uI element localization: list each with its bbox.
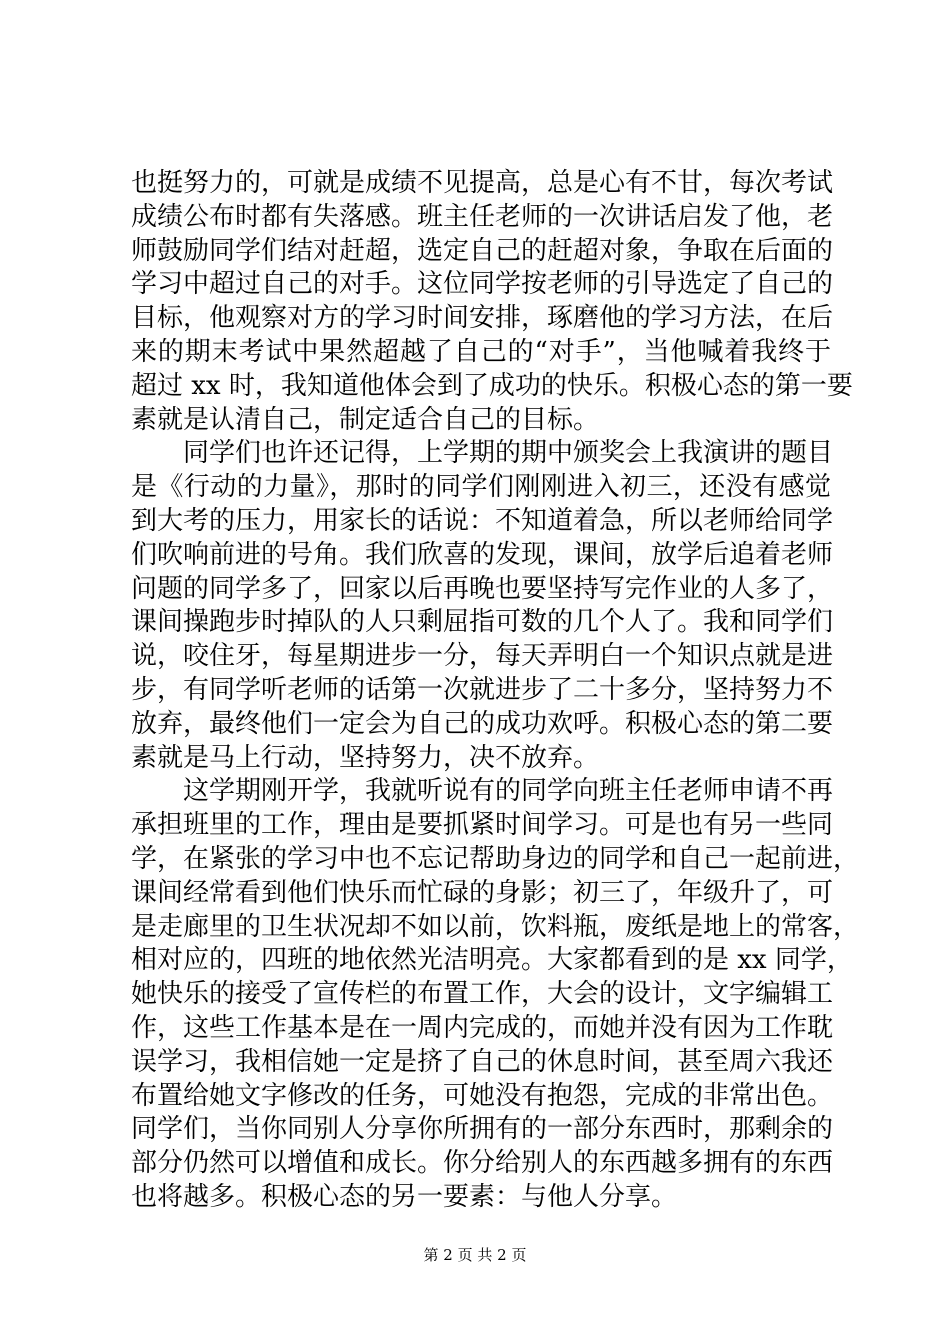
text-line: 师鼓励同学们结对赶超，选定自己的赶超对象，争取在后面的 bbox=[131, 235, 834, 266]
text-line: 放弃，最终他们一定会为自己的成功欢呼。积极心态的第二要 bbox=[131, 708, 834, 739]
text-line: 同学们，当你同别人分享你所拥有的一部分东西时，那剩余的 bbox=[131, 1114, 834, 1145]
text-line: 相对应的，四班的地依然光洁明亮。大家都看到的是 xx 同学， bbox=[131, 945, 853, 976]
text-line: 同学们也许还记得，上学期的期中颁奖会上我演讲的题目 bbox=[183, 438, 834, 469]
text-line: 成绩公布时都有失落感。班主任老师的一次讲话启发了他，老 bbox=[131, 201, 834, 232]
text-line: 是走廊里的卫生状况却不如以前，饮料瓶，废纸是地上的常客， bbox=[131, 911, 860, 942]
text-line: 课间操跑步时掉队的人只剩屈指可数的几个人了。我和同学们 bbox=[131, 607, 834, 638]
text-line: 到大考的压力，用家长的话说：不知道着急，所以老师给同学 bbox=[131, 505, 834, 536]
text-line: 课间经常看到他们快乐而忙碌的身影；初三了，年级升了，可 bbox=[131, 877, 834, 908]
text-line: 步，有同学听老师的话第一次就进步了二十多分，坚持努力不 bbox=[131, 674, 834, 705]
text-line: 学习中超过自己的对手。这位同学按老师的引导选定了自己的 bbox=[131, 269, 834, 300]
text-line: 素就是认清自己，制定适合自己的目标。 bbox=[131, 404, 600, 435]
text-line: 她快乐的接受了宣传栏的布置工作，大会的设计，文字编辑工 bbox=[131, 979, 834, 1010]
text-line: 布置给她文字修改的任务，可她没有抱怨，完成的非常出色。 bbox=[131, 1080, 834, 1111]
text-line: 也挺努力的，可就是成绩不见提高，总是心有不甘，每次考试 bbox=[131, 168, 834, 198]
text-line: 这学期刚开学，我就听说有的同学向班主任老师申请不再 bbox=[183, 776, 834, 807]
text-line: 目标，他观察对方的学习时间安排，琢磨他的学习方法，在后 bbox=[131, 303, 834, 334]
body-text bbox=[131, 167, 860, 1215]
text-line: 也将越多。积极心态的另一要素：与他人分享。 bbox=[131, 1181, 678, 1212]
text-line: 来的期末考试中果然超越了自己的“对手”，当他喊着我终于 bbox=[131, 336, 831, 367]
text-line: 们吹响前进的号角。我们欣喜的发现，课间，放学后追着老师 bbox=[131, 539, 834, 570]
text-line: 素就是马上行动，坚持努力，决不放弃。 bbox=[131, 742, 600, 773]
text-line: 是《行动的力量》，那时的同学们刚刚进入初三，还没有感觉 bbox=[131, 472, 831, 503]
page-number-footer: 第 2 页 共 2 页 bbox=[423, 1246, 527, 1264]
text-line: 问题的同学多了，回家以后再晚也要坚持写完作业的人多了， bbox=[131, 573, 834, 604]
text-line: 部分仍然可以增值和成长。你分给别人的东西越多拥有的东西 bbox=[131, 1148, 834, 1179]
text-line: 误学习，我相信她一定是挤了自己的休息时间，甚至周六我还 bbox=[131, 1046, 834, 1077]
text-line: 学，在紧张的学习中也不忘记帮助身边的同学和自己一起前进， bbox=[131, 843, 860, 874]
text-line: 承担班里的工作，理由是要抓紧时间学习。可是也有另一些同 bbox=[131, 810, 834, 841]
text-line: 说，咬住牙，每星期进步一分，每天弄明白一个知识点就是进 bbox=[131, 641, 834, 672]
text-line: 作，这些工作基本是在一周内完成的，而她并没有因为工作耽 bbox=[131, 1012, 834, 1043]
text-line: 超过 xx 时，我知道他体会到了成功的快乐。积极心态的第一要 bbox=[131, 370, 853, 401]
